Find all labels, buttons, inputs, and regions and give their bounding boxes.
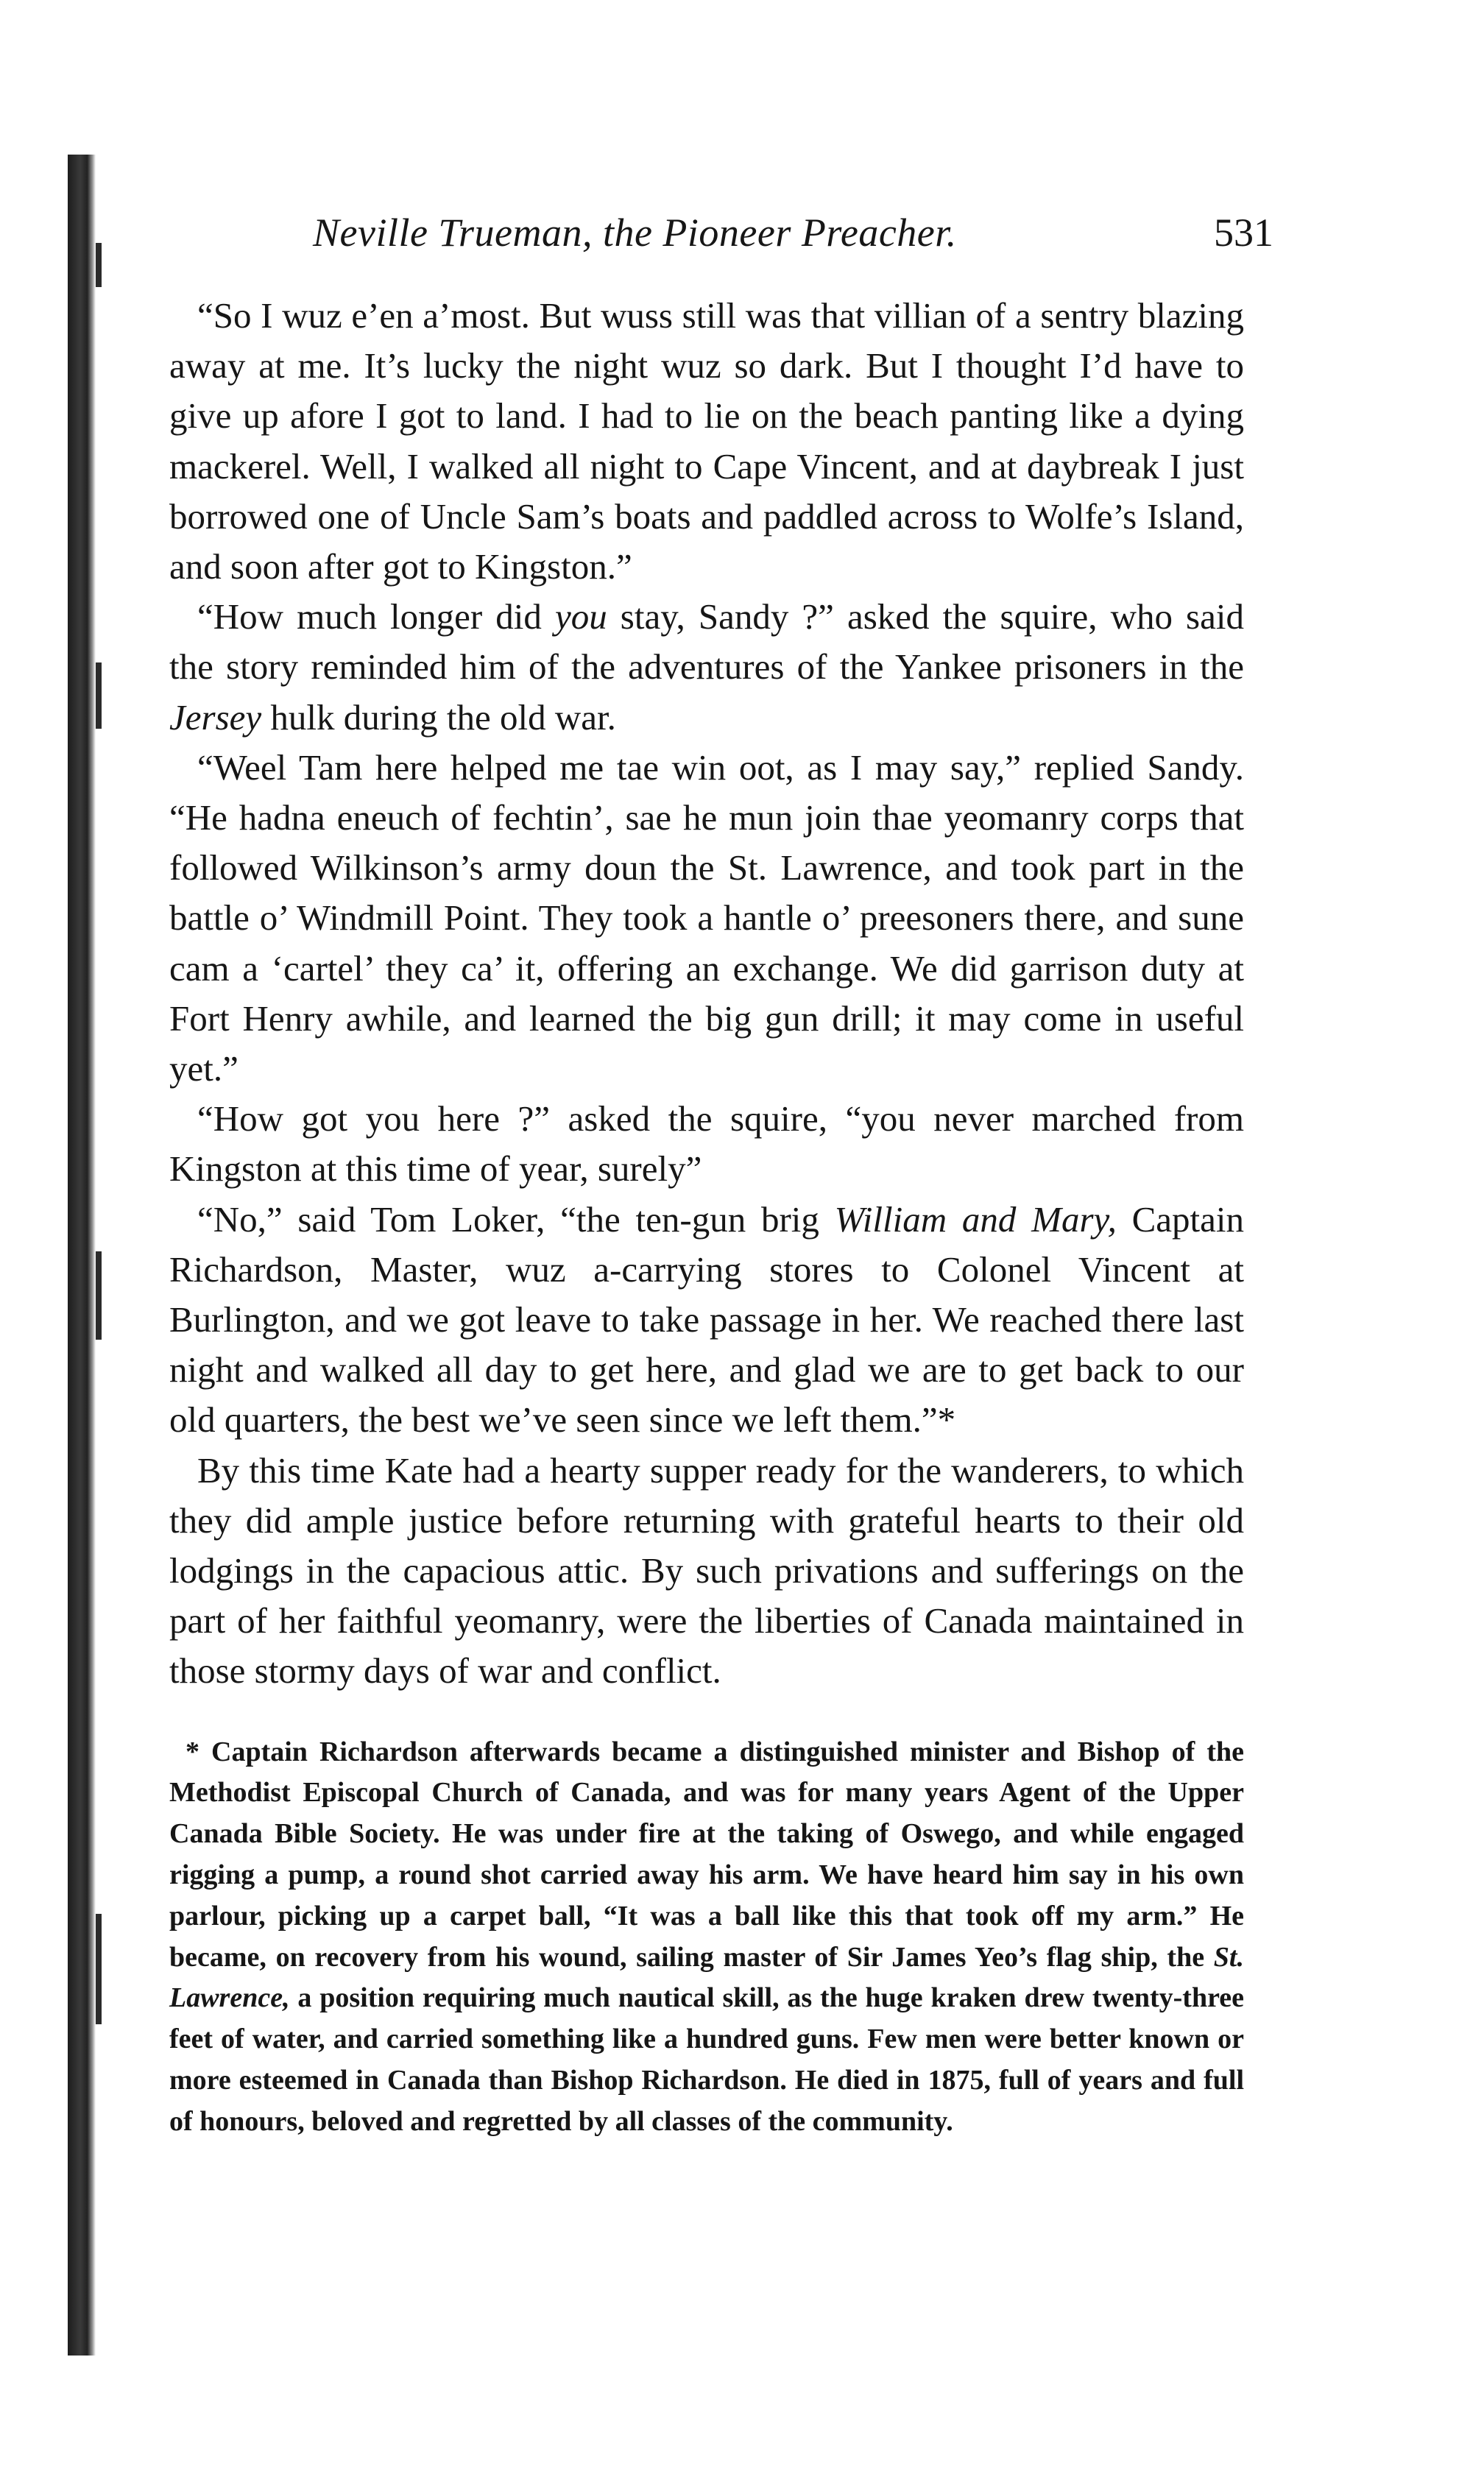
paragraph [169, 592, 1244, 743]
italic-text: you [554, 596, 607, 637]
scan-mark [96, 1914, 102, 2024]
footnote-text [169, 1732, 1244, 2143]
book-page [169, 210, 1273, 2143]
scan-mark [96, 1251, 102, 1340]
running-title: Neville Trueman, the Pioneer Preacher. [313, 211, 957, 255]
paragraph: “Weel Tam here helped me tae win oot, as I may say,” replied Sandy. “He hadna eneuch of fechtin’, sae he mun join thae yeomanry corps that followed Wilkinson’s army doun the St. Lawrence, and took part in the battle o’ Windmill Point. They took a hantle o’ preesoners there, and sune cam a ‘cartel’ they ca’ it, offering an exchange. We did garrison duty at Fort Henry awhile, and learned the big gun drill; it may come in useful yet.” [169, 746, 1244, 1089]
text-run: hulk during the old war. [261, 696, 616, 738]
page-number: 531 [1214, 211, 1273, 255]
paragraph: “How got you here ?” asked the squire, “you never marched from Kingston at this time of year, surely” [169, 1098, 1244, 1190]
text-run: “No,” said Tom Loker, “the ten-gun brig [197, 1198, 835, 1240]
page-spine-shadow [68, 155, 96, 2356]
paragraph [169, 1195, 1244, 1446]
italic-text: Jersey [169, 696, 262, 738]
footnote [169, 1732, 1244, 2143]
scan-mark [96, 662, 102, 729]
italic-text: William and Mary, [834, 1198, 1117, 1240]
italic-text: St. Lawrence, [169, 1941, 1244, 2014]
text-run: “How much longer did [197, 596, 555, 637]
text-run: stay, Sandy ?” asked the squire, who said the story reminded him of the adventures of the Yankee prisoners in the [169, 596, 1244, 688]
text-run: a position requiring much nautical skill, as the huge kraken drew twenty-three feet of water, and carried something like a hundred guns. Few men were better known or more esteemed in Canada than Bishop Richardson. He died in 1875, full of years and full of honours, beloved and regretted by all classes of the community. [169, 1982, 1244, 2137]
paragraph: By this time Kate had a hearty supper ready for the wanderers, to which they did ample justice before returning with grateful hearts to their old lodgings in the capacious attic. By such privations and sufferings on the part of her faithful yeomanry, were the liberties of Canada maintained in those stormy days of war and conflict. [169, 1449, 1244, 1692]
paragraph: “So I wuz e’en a’most. But wuss still was that villian of a sentry blazing away at me. It’s lucky the night wuz so dark. But I thought I’d have to give up afore I got to land. I had to lie on the beach panting like a dying mackerel. Well, I walked all night to Cape Vincent, and at daybreak I just borrowed one of Uncle Sam’s boats and paddled across to Wolfe’s Island, and soon after got to Kingston.” [169, 295, 1244, 587]
text-run: * Captain Richardson afterwards became a distinguished minister and Bishop of the Methodist Episcopal Church of Canada, and was for many years Agent of the Upper Canada Bible Society. He was under fire at the taking of Oswego, and while engaged rigging a pump, a round shot carried away his arm. We have heard him say in his own parlour, picking up a carpet ball, “It was a ball like this that took off my arm.” He became, on recovery from his wound, sailing master of Sir James Yeo’s flag ship, the [169, 1736, 1244, 1973]
body-text [169, 291, 1244, 1697]
scan-mark [96, 243, 102, 287]
text-run: Captain Richardson, Master, wuz a-carrying stores to Colonel Vincent at Burlington, and we got leave to take passage in her. We reached there last night and walked all day to get here, and glad we are to get back to our old quarters, the best we’ve seen since we left them.”* [169, 1198, 1244, 1441]
page-header [169, 210, 1273, 261]
